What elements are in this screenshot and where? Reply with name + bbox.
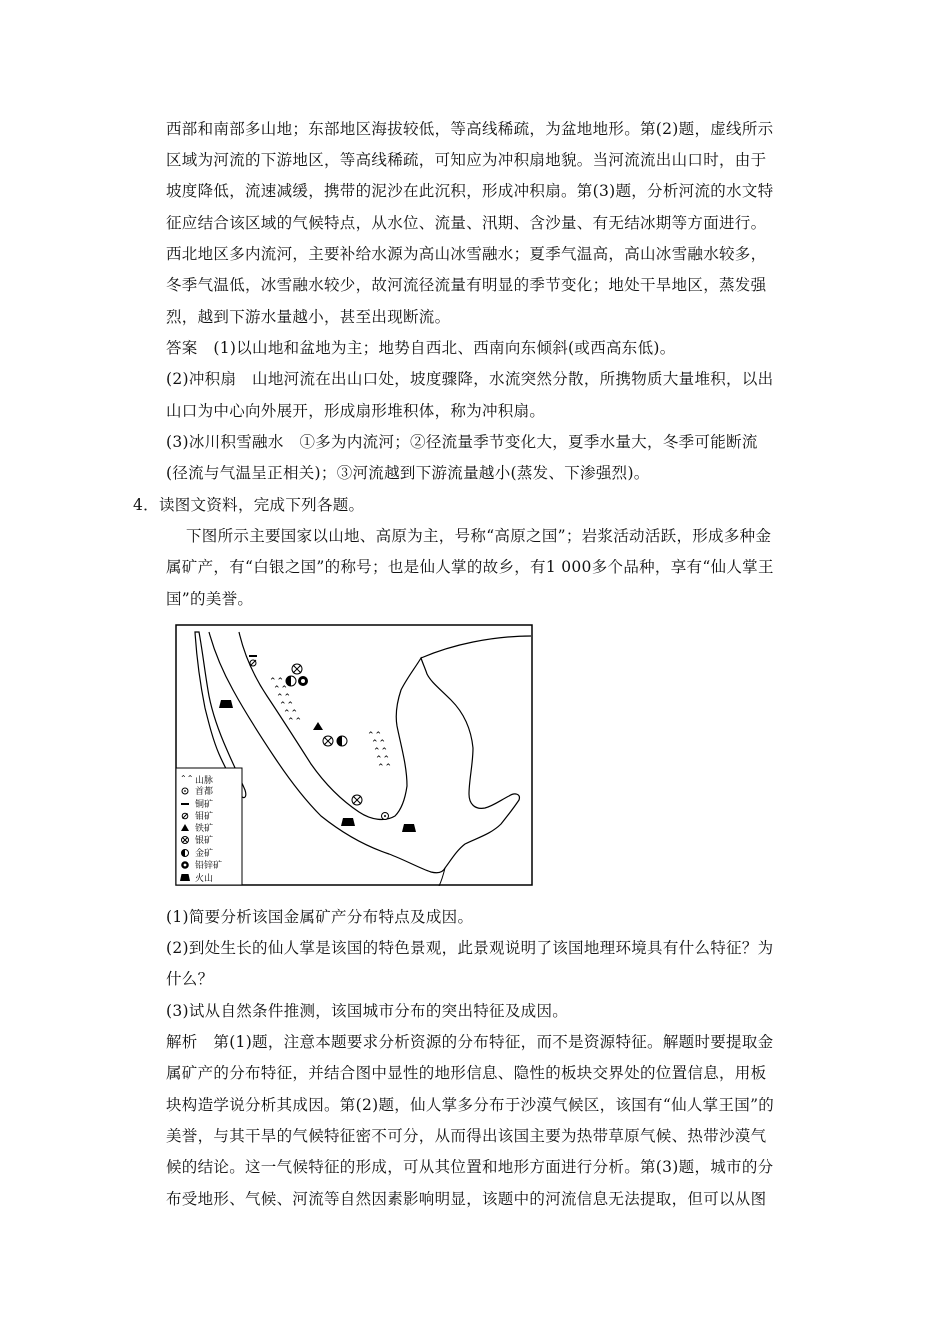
svg-text:⌃⌃: ⌃⌃: [377, 763, 393, 773]
svg-text:⌃⌃: ⌃⌃: [371, 739, 387, 749]
text-line: 国”的美誉。: [166, 590, 254, 608]
question-4-header: 4．读图文资料，完成下列各题。: [133, 496, 365, 514]
gold-icon: [286, 676, 296, 686]
svg-text:⌃⌃: ⌃⌃: [269, 677, 285, 687]
silver-icon: [352, 795, 362, 805]
answer-line: 山口为中心向外展开，形成扇形堆积体，称为冲积扇。: [166, 402, 546, 420]
capital-icon: [382, 813, 389, 820]
text-line: 坡度降低，流速减缓，携带的泥沙在此沉积，形成冲积扇。第(3)题，分析河流的水文特: [166, 182, 774, 200]
silver-icon: [323, 736, 333, 746]
question-item: (3)试从自然条件推测，该国城市分布的突出特征及成因。: [166, 1002, 569, 1020]
legend-label-gold: 金矿: [195, 849, 214, 859]
mountain-range-icon: ⌃⌃: [180, 774, 194, 783]
answer-line: (3)冰川积雪融水 ①多为内流河；②径流量季节变化大，夏季水量大，冬季可能断流: [166, 433, 758, 451]
text-line: 解析 第(1)题，注意本题要求分析资源的分布特征，而不是资源特征。解题时要提取金: [166, 1033, 774, 1051]
text-line: 下图所示主要国家以山地、高原为主，号称“高原之国”；岩浆活动活跃，形成多种金: [186, 527, 772, 545]
legend-label-iron: 铁矿: [195, 824, 214, 834]
text-line: 属矿产的分布特征，并结合图中显性的地形信息、隐性的板块交界处的位置信息，用板: [166, 1064, 767, 1082]
text-line: 区域为河流的下游地区，等高线稀疏，可知应为冲积扇地貌。当河流流出山口时，由于: [166, 151, 767, 169]
legend-label-lead-zinc: 铅锌矿: [195, 861, 223, 871]
silver-icon: [292, 664, 302, 674]
answer-line: 答案 (1)以山地和盆地为主；地势自西北、西南向东倾斜(或西高东低)。: [166, 339, 676, 357]
legend-label-molybdenum: 钼矿: [195, 812, 214, 822]
text-line: 美誉，与其干旱的气候特征密不可分，从而得出该国主要为热带草原气候、热带沙漠气: [166, 1127, 767, 1145]
legend-label-volcano: 火山: [195, 874, 214, 884]
text-line: 属矿产，有“白银之国”的称号；也是仙人掌的故乡，有1 000多个品种，享有“仙人掌王: [166, 558, 774, 576]
text-line: 候的结论。这一气候特征的形成，可从其位置和地形方面进行分析。第(3)题，城市的分: [166, 1158, 774, 1176]
svg-text:⌃⌃: ⌃⌃: [283, 709, 299, 719]
legend-label-copper: 铜矿: [195, 800, 214, 810]
svg-text:⌃⌃: ⌃⌃: [373, 747, 389, 757]
mexico-map: [175, 624, 533, 886]
gold-icon: [337, 736, 347, 746]
volcano-icon: [341, 818, 355, 826]
map-legend: [176, 768, 242, 885]
lead-zinc-icon: [298, 676, 308, 686]
volcano-icon: [402, 824, 416, 832]
answer-line: (2)冲积扇 山地河流在出山口处，坡度骤降，水流突然分散，所携物质大量堆积，以出: [166, 370, 774, 388]
text-line: 西部和南部多山地；东部地区海拔较低，等高线稀疏，为盆地地形。第(2)题，虚线所示: [166, 120, 774, 138]
svg-text:⌃⌃: ⌃⌃: [279, 701, 295, 711]
text-line: 西北地区多内流河，主要补给水源为高山冰雪融水；夏季气温高，高山冰雪融水较多，: [166, 245, 767, 263]
answer-line: (径流与气温呈正相关)；③河流越到下游流量越小(蒸发、下渗强烈)。: [166, 464, 650, 482]
svg-text:⌃⌃: ⌃⌃: [375, 755, 391, 765]
svg-text:⌃⌃: ⌃⌃: [276, 693, 292, 703]
question-item: (1)简要分析该国金属矿产分布特点及成因。: [166, 908, 474, 926]
svg-text:⌃⌃: ⌃⌃: [367, 731, 383, 741]
question-item: (2)到处生长的仙人掌是该国的特色景观，此景观说明了该国地理环境具有什么特征？为: [166, 939, 774, 957]
volcano-icon: [219, 700, 233, 708]
legend-label-capital: 首都: [195, 787, 214, 797]
text-line: 征应结合该区域的气候特点，从水位、流量、汛期、含沙量、有无结冰期等方面进行。: [166, 214, 767, 232]
text-line: 烈，越到下游水量越小，甚至出现断流。: [166, 308, 451, 326]
question-item: 什么？: [166, 970, 214, 988]
text-line: 冬季气温低，冰雪融水较少，故河流径流量有明显的季节变化；地处干旱地区，蒸发强: [166, 276, 767, 294]
svg-text:⌃⌃: ⌃⌃: [273, 685, 289, 695]
svg-text:⌃⌃: ⌃⌃: [287, 717, 303, 727]
text-line: 块构造学说分析其成因。第(2)题，仙人掌多分布于沙漠气候区，该国有“仙人掌王国”的: [166, 1096, 775, 1114]
legend-label-mountain: 山脉: [195, 776, 214, 786]
legend-label-silver: 银矿: [195, 836, 214, 846]
text-line: 布受地形、气候、河流等自然因素影响明显，该题中的河流信息无法提取，但可以从图: [166, 1190, 767, 1208]
